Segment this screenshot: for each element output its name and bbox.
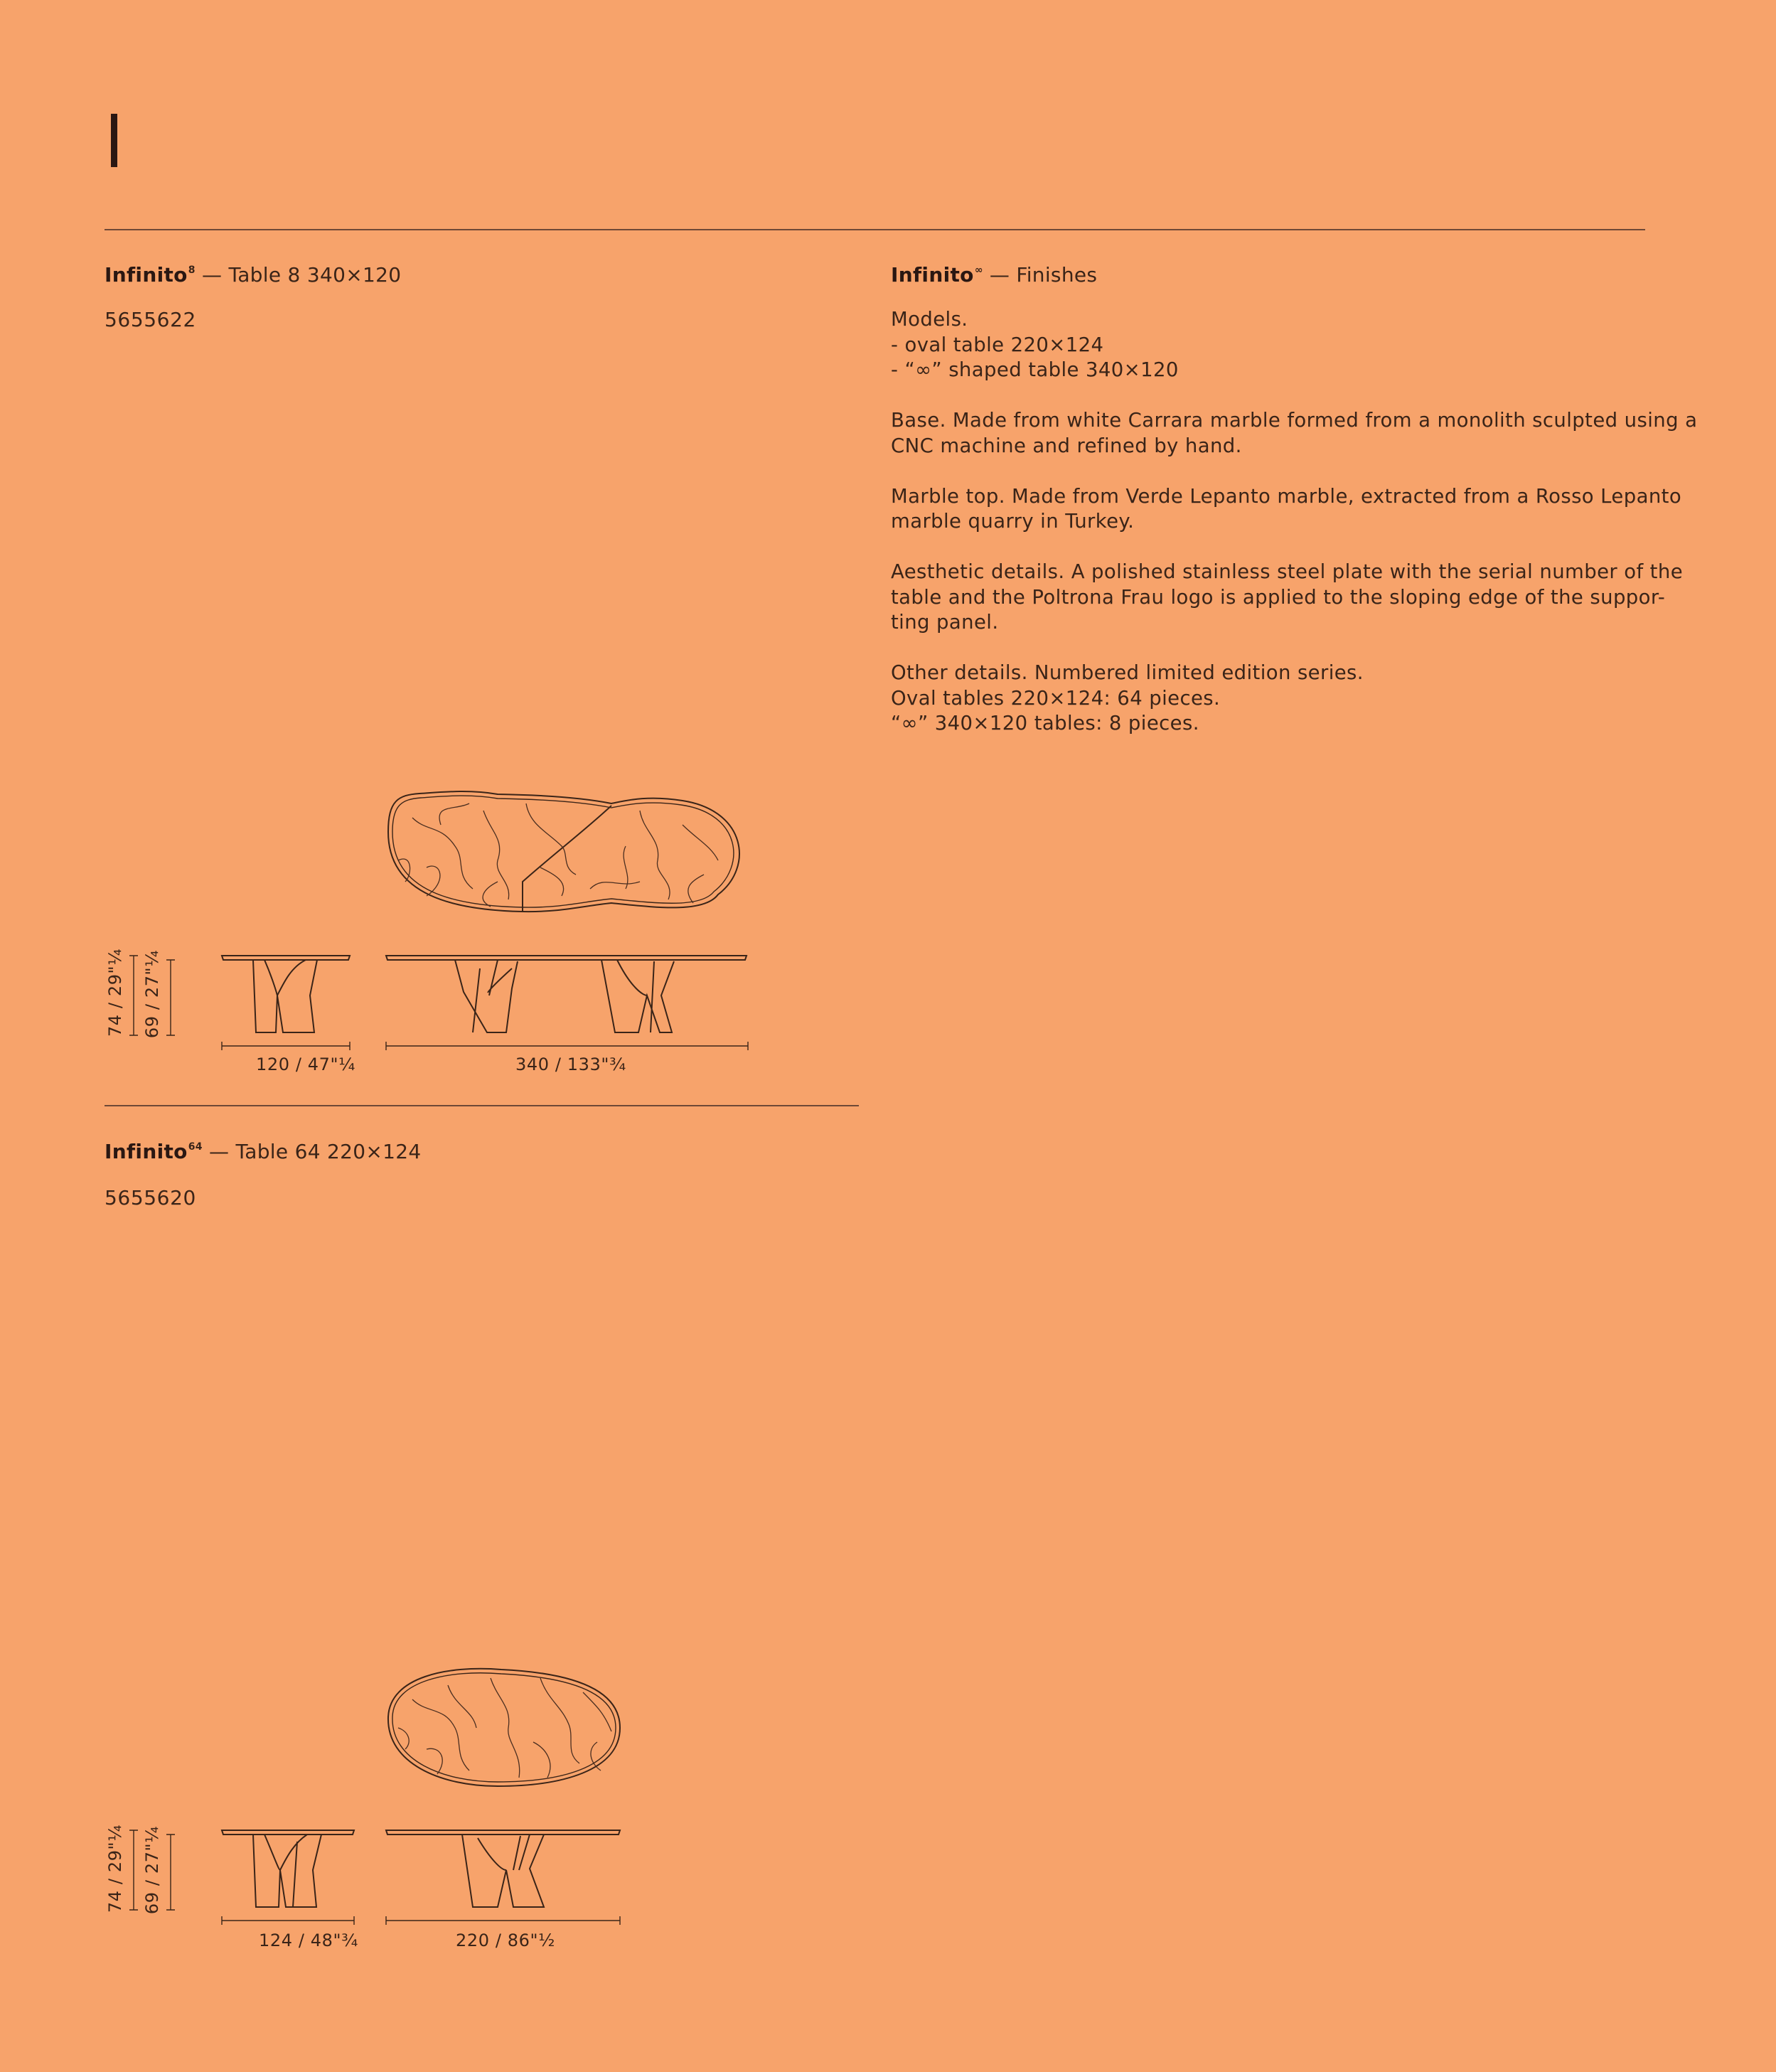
table64-code: 5655620 [105, 1186, 196, 1209]
finishes-body [891, 307, 1698, 762]
finishes-name: Infinito [891, 263, 974, 287]
finishes-title [891, 257, 1097, 288]
table8-vdim-line-2 [166, 960, 175, 1035]
table8-width-label: 120 / 47"¼ [256, 1054, 355, 1074]
paragraph-other [891, 661, 1673, 737]
paragraph-base [891, 408, 1698, 459]
section-marker [111, 114, 117, 167]
text-line: - “∞” shaped table 340×120 [891, 358, 1179, 381]
table8-side-base [253, 960, 317, 1032]
table64-width-label: 124 / 48"¾ [259, 1931, 358, 1950]
table64-top-inner [392, 1673, 616, 1782]
table8-long-base-b [601, 960, 674, 1032]
text-line: table and the Poltrona Frau logo is applied to the sloping edge of the suppor- [891, 585, 1666, 609]
table8-code: 5655622 [105, 308, 196, 331]
table64-long-base [462, 1835, 544, 1907]
text-line: Aesthetic details. A polished stainless steel plate with the serial number of the [891, 560, 1684, 583]
table8-top-joint [523, 806, 611, 912]
table64-length-label: 220 / 86"½ [456, 1931, 555, 1950]
text-line: Other details. Numbered limited edition series. [891, 661, 1364, 684]
text-line: CNC machine and refined by hand. [891, 434, 1242, 457]
table64-height-total: 74 / 29"¼ [105, 1824, 125, 1913]
table8-side-top [222, 956, 350, 960]
table8-name: Infinito [105, 263, 188, 287]
table8-sup: 8 [188, 265, 196, 276]
table8-height-total: 74 / 29"¼ [105, 948, 125, 1037]
text-line: ting panel. [891, 611, 999, 634]
table8-subtitle: — Table 8 340×120 [201, 263, 402, 287]
text-line: Marble top. Made from Verde Lepanto marble, extracted from a Rosso Lepanto [891, 484, 1682, 508]
table64-top-shape [388, 1669, 620, 1786]
table8-long-top [386, 956, 747, 960]
middle-rule [105, 1105, 859, 1106]
paragraph-marble-top [891, 484, 1682, 535]
table64-height-base: 69 / 27"¼ [142, 1825, 162, 1915]
table64-vdim-line-2 [166, 1835, 175, 1910]
text-line: Models. [891, 308, 968, 331]
table8-long-base-a [455, 960, 518, 1032]
table8-height-base: 69 / 27"¼ [142, 949, 162, 1039]
table64-sup: 64 [188, 1141, 203, 1153]
table8-vdim-line-1 [129, 956, 138, 1035]
text-line: “∞” 340×120 tables: 8 pieces. [891, 712, 1199, 735]
table8-hdim-width [222, 1042, 350, 1050]
table64-title [105, 1134, 421, 1165]
text-line: Base. Made from white Carrara marble formed from a monolith sculpted using a [891, 409, 1698, 432]
table64-name: Infinito [105, 1140, 188, 1163]
table8-title [105, 257, 401, 288]
table64-hdim-length [386, 1916, 620, 1925]
table64-long-top [386, 1830, 620, 1835]
text-line: marble quarry in Turkey. [891, 510, 1135, 533]
finishes-sup: ∞ [974, 265, 983, 276]
top-rule [105, 229, 1645, 230]
table64-hdim-width [222, 1916, 354, 1925]
paragraph-models [891, 307, 1673, 383]
text-line: - oval table 220×124 [891, 333, 1104, 356]
table64-vdim-line-1 [129, 1830, 138, 1910]
table64-subtitle: — Table 64 220×124 [208, 1140, 422, 1163]
text-line: Oval tables 220×124: 64 pieces. [891, 686, 1221, 710]
table64-side-top [222, 1830, 354, 1835]
table64-side-base [253, 1835, 321, 1907]
paragraph-aesthetic [891, 560, 1684, 636]
table8-top-shape [388, 791, 739, 912]
table8-hdim-length [386, 1042, 748, 1050]
table8-length-label: 340 / 133"¾ [515, 1054, 626, 1074]
finishes-subtitle: — Finishes [989, 263, 1098, 287]
